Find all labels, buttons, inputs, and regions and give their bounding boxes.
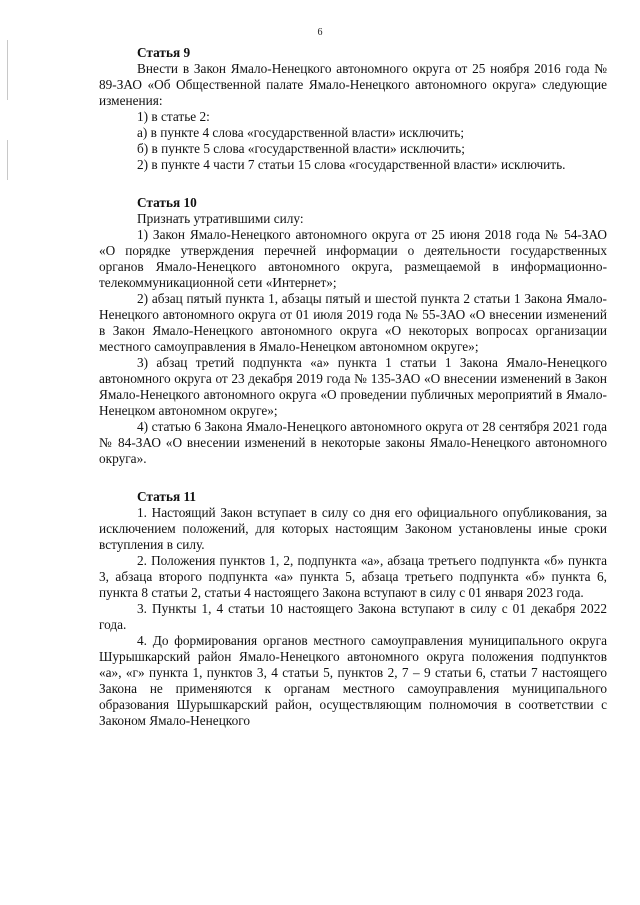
paragraph: 2) абзац пятый пункта 1, абзацы пятый и шестой пункта 2 статьи 1 Закона Ямало-Ненецкого автономного округа от 01 июля 2019 года № 55-ЗАО «О внесении изменений в Закон Ямало-Ненецкого автономного округа «О некоторых вопросах организации местного самоуправления в Ямало-Ненецком автономном округе»;	[99, 291, 607, 354]
paragraph: 1. Настоящий Закон вступает в силу со дня его официального опубликования, за исключением положений, для которых настоящим Законом установлены иные сроки вступления в силу.	[99, 505, 607, 552]
article-heading: Статья 10	[137, 195, 197, 210]
paragraph: 4) статью 6 Закона Ямало-Ненецкого автономного округа от 28 сентября 2021 года № 84-ЗАО «О внесении изменений в некоторые законы Ямало-Ненецкого автономного округа».	[99, 419, 607, 466]
scan-edge-mark	[7, 40, 8, 100]
paragraph: а) в пункте 4 слова «государственной власти» исключить;	[137, 125, 465, 140]
article-heading: Статья 9	[137, 45, 191, 60]
article-heading: Статья 11	[137, 489, 197, 504]
scan-edge-mark	[7, 140, 8, 180]
paragraph: б) в пункте 5 слова «государственной власти» исключить;	[137, 141, 465, 156]
paragraph: Внести в Закон Ямало-Ненецкого автономного округа от 25 ноября 2016 года № 89-ЗАО «Об Общественной палате Ямало-Ненецкого автономного округа» следующие изменения:	[99, 61, 607, 108]
paragraph: 2. Положения пунктов 1, 2, подпункта «а», абзаца третьего подпункта «б» пункта 3, абзаца второго подпункта «а» пункта 5, абзаца третьего подпункта «б» пункта 6, пункта 8 статьи 2, статьи 4 настоящего Закона вступают в силу с 01 января 2023 года.	[99, 553, 607, 600]
page-number: 6	[317, 27, 323, 38]
article-10	[99, 195, 607, 467]
article-11	[99, 489, 607, 729]
paragraph: 1) Закон Ямало-Ненецкого автономного округа от 25 июня 2018 года № 54-ЗАО «О порядке утверждения перечней информации о деятельности государственных органов Ямало-Ненецкого автономного округа, размещаемой в информационно-телекоммуникационной сети «Интернет»;	[99, 227, 607, 290]
paragraph: 2) в пункте 4 части 7 статьи 15 слова «государственной власти» исключить.	[137, 157, 566, 172]
paragraph: 1) в статье 2:	[137, 109, 210, 124]
paragraph: 3) абзац третий подпункта «а» пункта 1 статьи 1 Закона Ямало-Ненецкого автономного округа от 23 декабря 2019 года № 135-ЗАО «О внесении изменений в Закон Ямало-Ненецкого автономного округа «О проведении публичных мероприятий в Ямало-Ненецком автономном округе»;	[99, 355, 607, 418]
paragraph: 4. До формирования органов местного самоуправления муниципального округа Шурышкарский район Ямало-Ненецкого автономного округа положения подпунктов «а», «г» пункта 1, пунктов 3, 4 статьи 5, пунктов 2, 7 – 9 статьи 6, статьи 7 настоящего Закона не применяются к органам местного самоуправления муниципального образования Шурышкарский район, осуществляющим полномочия в соответствии с Законом Ямало-Ненецкого	[99, 633, 607, 728]
paragraph: Признать утратившими силу:	[137, 211, 304, 226]
document-body	[99, 45, 607, 751]
paragraph: 3. Пункты 1, 4 статьи 10 настоящего Закона вступают в силу с 01 декабря 2022 года.	[99, 601, 607, 632]
article-9	[99, 45, 607, 173]
